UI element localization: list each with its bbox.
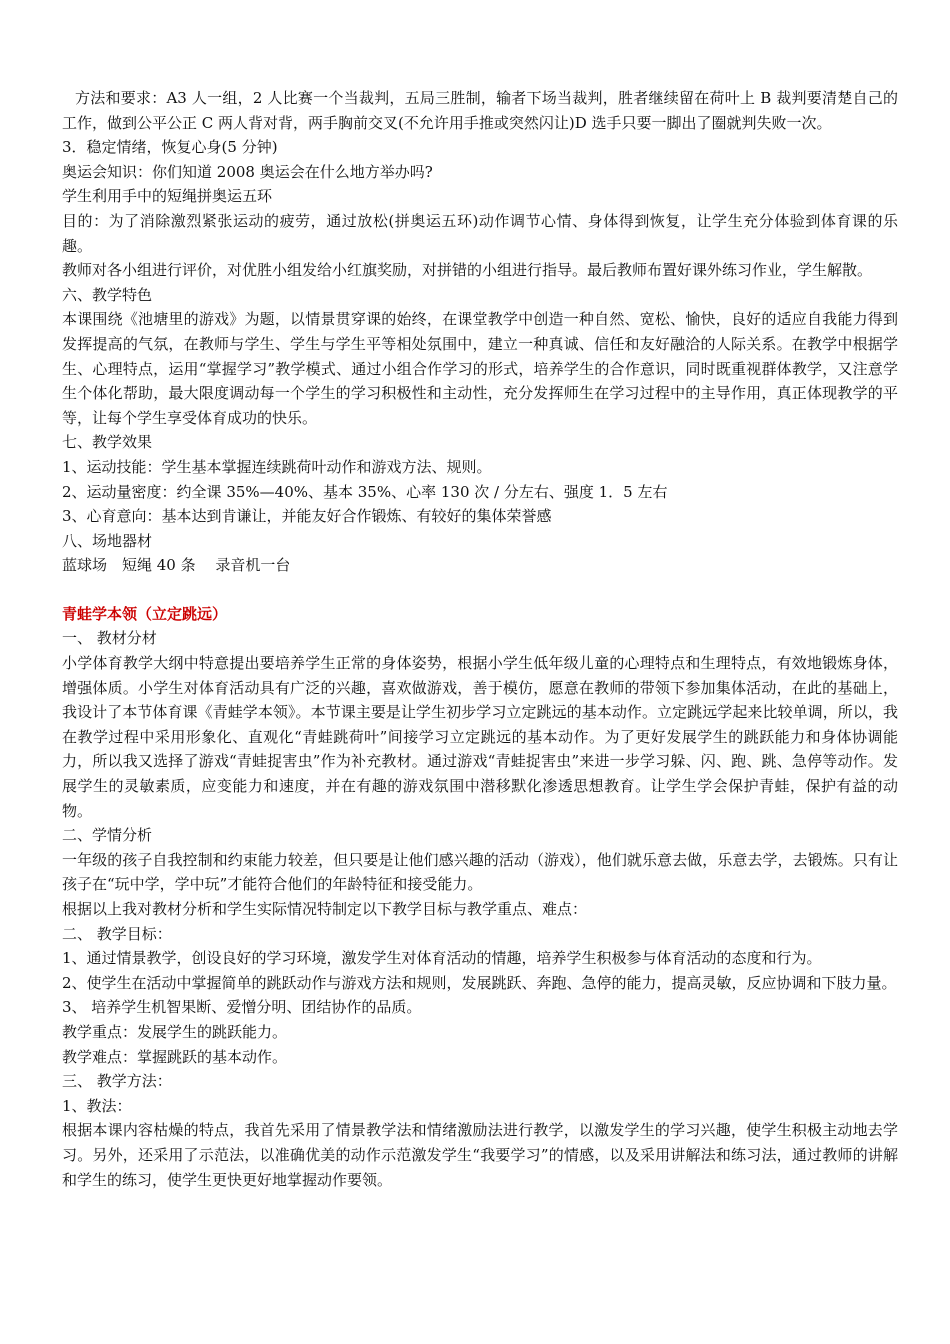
- heading-teaching-objectives: 二、 教学目标：: [62, 924, 172, 943]
- paragraph-purpose: 目的：为了消除激烈紧张运动的疲劳，通过放松(拼奥运五环)动作调节心情、身体得到恢复，让学生充分体验到体育课的乐趣。: [62, 211, 898, 255]
- list-item-objective-3: 3、 培养学生机智果断、爱憎分明、团结协作的品质。: [62, 998, 422, 1017]
- list-item-effect-2: 2、运动量密度：约全课 35%—40%、基本 35%、心率 130 次 / 分左右、强度 1．5 左右: [62, 482, 668, 501]
- list-item-effect-3: 3、心育意向：基本达到肯谦让，并能友好合作锻炼、有较好的集体荣誉感: [62, 507, 552, 526]
- heading-teaching-methods: 三、 教学方法：: [62, 1072, 172, 1091]
- paragraph-key-point: 教学重点：发展学生的跳跃能力。: [62, 1022, 288, 1041]
- list-item-effect-1: 1、运动技能：学生基本掌握连续跳荷叶动作和游戏方法、规则。: [62, 457, 492, 476]
- list-item-objective-2: 2、使学生在活动中掌握简单的跳跃动作与游戏方法和规则，发展跳跃、奔跑、急停的能力，提高灵敏，反应协调和下肢力量。: [62, 973, 897, 992]
- paragraph-material-analysis: 小学体育教学大纲中特意提出要培养学生正常的身体姿势，根据小学生低年级儿童的心理特点和生理特点，有效地锻炼身体，增强体质。小学生对体育活动具有广泛的兴趣，喜欢做游戏，善于模仿，愿意在教师的带领下参加集体活动，在此的基础上，我设计了本节体育课《青蛙学本领》。本节课主要是让学生初步学习立定跳远的基本动作。立定跳远学起来比较单调，所以，我在教学过程中采用形象化、直观化“青蛙跳荷叶”间接学习立定跳远的基本动作。为了更好发展学生的跳跃能力和身体协调能力，所以我又选择了游戏“青蛙捉害虫”作为补充教材。通过游戏“青蛙捉害虫”来进一步学习躲、闪、跑、跳、急停等动作。发展学生的灵敏素质，应变能力和速度，并在有趣的游戏氛围中潜移默化渗透思想教育。让学生学会保护青蛙，保护有益的动物。: [62, 654, 898, 820]
- paragraph-difficulty: 教学难点：掌握跳跃的基本动作。: [62, 1047, 288, 1066]
- paragraph-learner-analysis: 一年级的孩子自我控制和约束能力较差，但只要是让他们感兴趣的活动（游戏），他们就乐意去做，乐意去学，去锻炼。只有让孩子在“玩中学，学中玩”才能符合他们的年龄特征和接受能力。: [62, 850, 898, 894]
- heading-venue-equipment: 八、场地器材: [62, 531, 153, 550]
- document-page: [62, 86, 898, 1192]
- heading-teaching-features: 六、教学特色: [62, 285, 153, 304]
- paragraph-features: 本课围绕《池塘里的游戏》为题，以情景贯穿课的始终，在课堂教学中创造一种自然、宽松、愉快，良好的适应自我能力得到发挥提高的气氛，在教师与学生、学生与学生平等相处氛围中，建立一种真诚、信任和友好融洽的人际关系。在教学中根据学生、心理特点，运用“掌握学习”教学模式、通过小组合作学习的形式，培养学生的合作意识，同时既重视群体教学，又注意学生个体化帮助，最大限度调动每一个学生的学习积极性和主动性，充分发挥师生在学习过程中的主导作用，真正体现教学的平等，让每个学生享受体育成功的快乐。: [62, 310, 898, 427]
- list-item-objective-1: 1、通过情景教学，创设良好的学习环境，激发学生对体育活动的情趣，培养学生积极参与体育活动的态度和行为。: [62, 949, 822, 968]
- heading-teaching-method-1: 1、教法：: [62, 1096, 132, 1115]
- heading-learner-analysis: 二、学情分析: [62, 826, 153, 845]
- paragraph-olympic-rings: 学生利用手中的短绳拼奥运五环: [62, 187, 273, 206]
- paragraph-evaluation: 教师对各小组进行评价，对优胜小组发给小红旗奖励，对拼错的小组进行指导。最后教师布置好课外练习作业，学生解散。: [62, 261, 873, 280]
- paragraph-teaching-method: 根据本课内容枯燥的特点，我首先采用了情景教学法和情绪激励法进行教学，以激发学生的学习兴趣，使学生积极主动地去学习。另外，还采用了示范法，以准确优美的动作示范激发学生“我要学习”的情感，以及采用讲解法和练习法，通过教师的讲解和学生的练习，使学生更快更好地掌握动作要领。: [62, 1121, 898, 1189]
- paragraph-objectives-intro: 根据以上我对教材分析和学生实际情况特制定以下教学目标与教学重点、难点：: [62, 900, 588, 918]
- heading-material-analysis: 一、 教材分材: [62, 629, 157, 648]
- heading-step-3: 3．稳定情绪，恢复心身(5 分钟): [62, 138, 278, 157]
- lesson-title: 青蛙学本领（立定跳远）: [62, 604, 228, 623]
- paragraph-equipment: 蓝球场 短绳 40 条 录音机一台: [62, 556, 291, 575]
- paragraph-olympic-question: 奥运会知识：你们知道 2008 奥运会在什么地方举办吗?: [62, 162, 433, 181]
- section-spacer: [62, 578, 898, 602]
- heading-teaching-effect: 七、教学效果: [62, 433, 153, 452]
- paragraph-method-rules: 方法和要求：A3 人一组，2 人比赛一个当裁判，五局三胜制，输者下场当裁判，胜者继续留在荷叶上 B 裁判要清楚自己的工作，做到公平公正 C 两人背对背，两手胸前交叉(不允许用手推或突然闪让)D 选手只要一脚出了圈就判失败一次。: [62, 89, 898, 132]
